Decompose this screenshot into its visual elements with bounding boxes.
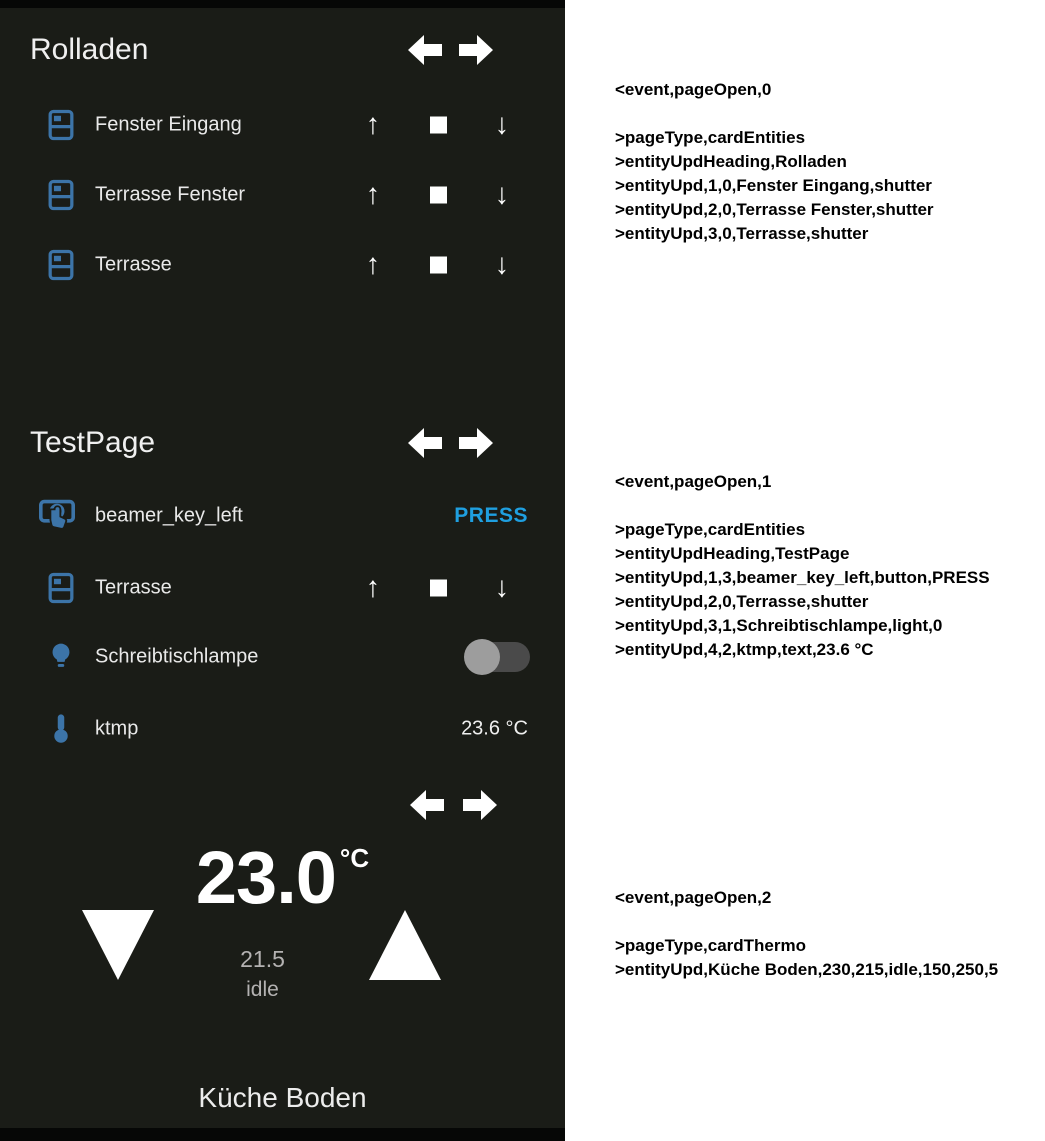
left-arrow-icon — [408, 428, 442, 458]
window-shutter-icon — [44, 109, 78, 141]
shutter-down-button[interactable]: ↓ — [494, 248, 510, 281]
entity-label: Schreibtischlampe — [95, 645, 259, 668]
page-next-button[interactable] — [463, 790, 497, 820]
right-arrow-icon — [459, 428, 493, 458]
log-line: >entityUpd,2,0,Terrasse,shutter — [615, 592, 869, 611]
gesture-tap-button-icon — [40, 496, 74, 536]
thermostat-name: Küche Boden — [198, 1082, 367, 1113]
entity-label: Terrasse — [95, 576, 172, 599]
stop-icon — [430, 187, 447, 204]
log-line — [615, 910, 1043, 934]
log-line — [615, 102, 1043, 126]
card-heading-testpage: TestPage — [30, 426, 156, 459]
log-line: >pageType,cardThermo — [615, 936, 806, 955]
stop-icon — [430, 117, 447, 134]
log-line: >entityUpd,3,0,Terrasse,shutter — [615, 224, 869, 243]
entity-row — [0, 494, 565, 538]
entity-row — [0, 243, 565, 287]
shutter-down-button[interactable]: ↓ — [494, 178, 510, 211]
log-block-page1 — [615, 470, 1043, 662]
log-line — [615, 494, 1043, 518]
log-line: <event,pageOpen,2 — [615, 888, 772, 907]
log-block-page0 — [615, 78, 1043, 246]
press-button[interactable]: PRESS — [454, 504, 528, 527]
stop-icon — [430, 580, 447, 597]
entity-row — [0, 707, 565, 751]
entity-row — [0, 173, 565, 217]
log-line: <event,pageOpen,0 — [615, 80, 772, 99]
shutter-stop-button[interactable] — [416, 580, 460, 597]
log-line: >entityUpd,4,2,ktmp,text,23.6 °C — [615, 640, 874, 659]
log-line: >entityUpd,3,1,Schreibtischlampe,light,0 — [615, 616, 943, 635]
shutter-stop-button[interactable] — [416, 257, 460, 274]
window-shutter-icon — [44, 249, 78, 281]
shutter-up-button[interactable]: ↑ — [365, 571, 381, 604]
entity-label: Fenster Eingang — [95, 113, 242, 136]
shutter-down-button[interactable]: ↓ — [494, 108, 510, 141]
light-toggle[interactable] — [466, 642, 530, 672]
entity-row — [0, 103, 565, 147]
entity-row — [0, 635, 565, 679]
window-shutter-icon — [44, 179, 78, 211]
temperature-unit: °C — [339, 843, 370, 873]
log-line: >entityUpd,Küche Boden,230,215,idle,150,250,5 — [615, 960, 999, 979]
toggle-knob — [464, 639, 500, 675]
log-line: >pageType,cardEntities — [615, 128, 806, 147]
lightbulb-icon — [44, 641, 78, 673]
thermometer-icon — [44, 712, 78, 746]
screen-bezel-bottom — [0, 1128, 565, 1141]
shutter-stop-button[interactable] — [416, 187, 460, 204]
shutter-up-button[interactable]: ↑ — [365, 108, 381, 141]
log-block-page2 — [615, 886, 1043, 982]
current-temperature-value: 23.0 — [195, 836, 336, 919]
entity-label: beamer_key_left — [95, 504, 243, 527]
page-next-button[interactable] — [459, 35, 493, 65]
right-arrow-icon — [463, 790, 497, 820]
shutter-up-button[interactable]: ↑ — [365, 248, 381, 281]
hvac-status: idle — [246, 978, 279, 1001]
right-arrow-icon — [459, 35, 493, 65]
entity-label: Terrasse Fenster — [95, 183, 246, 206]
page-next-button[interactable] — [459, 428, 493, 458]
log-line: >entityUpd,1,0,Fenster Eingang,shutter — [615, 176, 932, 195]
stop-icon — [430, 257, 447, 274]
entity-label: ktmp — [95, 717, 139, 740]
shutter-stop-button[interactable] — [416, 117, 460, 134]
page-prev-button[interactable] — [410, 790, 444, 820]
log-line: >entityUpdHeading,Rolladen — [615, 152, 847, 171]
left-arrow-icon — [408, 35, 442, 65]
entity-row — [0, 566, 565, 610]
shutter-up-button[interactable]: ↑ — [365, 178, 381, 211]
current-temperature — [0, 836, 565, 919]
log-line: >entityUpd,2,0,Terrasse Fenster,shutter — [615, 200, 934, 219]
card-heading-rolladen: Rolladen — [30, 33, 149, 66]
screen-bezel-top — [0, 0, 565, 8]
log-line: >entityUpdHeading,TestPage — [615, 544, 850, 563]
entity-label: Terrasse — [95, 253, 172, 276]
log-line: <event,pageOpen,1 — [615, 472, 772, 491]
window-shutter-icon — [44, 572, 78, 604]
log-line: >pageType,cardEntities — [615, 520, 806, 539]
setpoint-value: 21.5 — [240, 946, 285, 972]
left-arrow-icon — [410, 790, 444, 820]
log-line: >entityUpd,1,3,beamer_key_left,button,PRESS — [615, 568, 990, 587]
page-prev-button[interactable] — [408, 35, 442, 65]
page-prev-button[interactable] — [408, 428, 442, 458]
shutter-down-button[interactable]: ↓ — [494, 571, 510, 604]
entity-value: 23.6 °C — [461, 717, 528, 740]
